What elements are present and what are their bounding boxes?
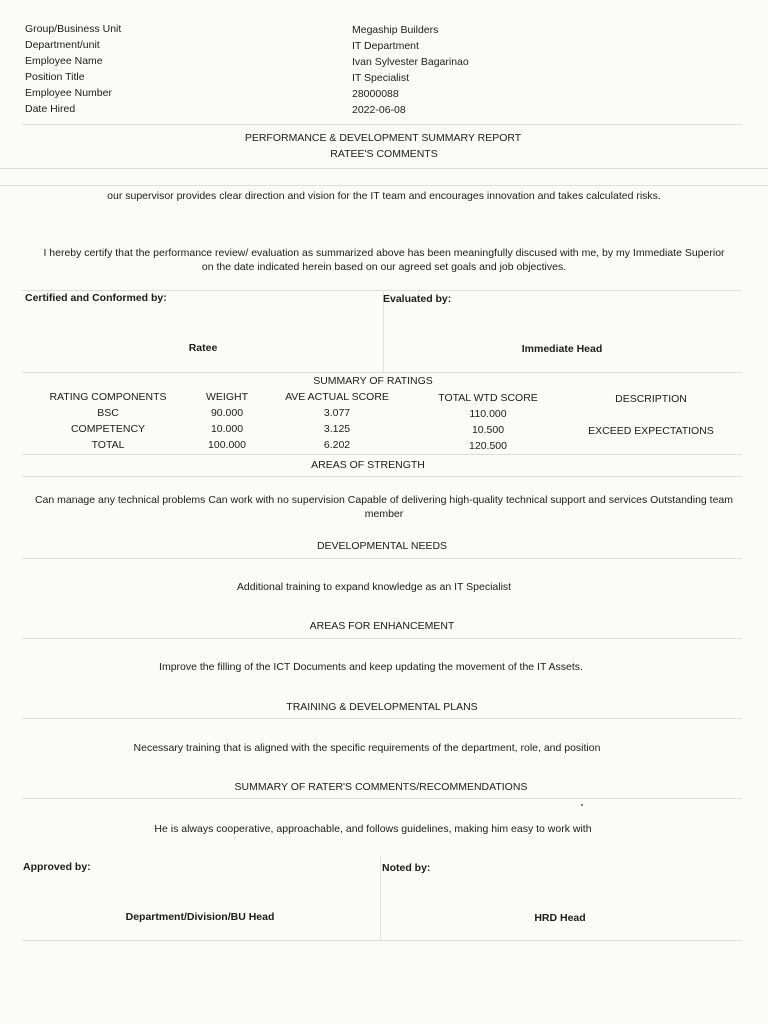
row-total: 10.500 bbox=[471, 424, 505, 436]
rule bbox=[22, 718, 742, 719]
row-ave: 3.125 bbox=[323, 423, 351, 435]
row-component: BSC bbox=[97, 407, 119, 419]
field-value: Megaship Builders bbox=[352, 24, 439, 36]
row-weight: 90.000 bbox=[210, 407, 244, 419]
row-total: 120.500 bbox=[469, 440, 507, 452]
field-label: Department/unit bbox=[25, 39, 100, 51]
enhancement-heading: AREAS FOR ENHANCEMENT bbox=[309, 620, 455, 632]
ratee-comment: our supervisor provides clear direction and vision for the IT team and encourages innovation and takes calculated risks. bbox=[107, 190, 661, 202]
rule bbox=[22, 454, 742, 455]
ratings-heading: SUMMARY OF RATINGS bbox=[313, 375, 433, 387]
row-weight: 10.000 bbox=[210, 423, 244, 435]
training-text: Necessary training that is aligned with the specific requirements of the department, role, and position bbox=[133, 742, 601, 754]
field-label: Position Title bbox=[25, 71, 85, 83]
field-value: IT Department bbox=[352, 40, 419, 52]
row-component: TOTAL bbox=[91, 439, 125, 451]
field-label: Group/Business Unit bbox=[25, 23, 122, 35]
approved-label: Approved by: bbox=[23, 861, 91, 873]
field-value: Ivan Sylvester Bagarinao bbox=[352, 56, 469, 68]
speck bbox=[581, 804, 583, 806]
header-weight: WEIGHT bbox=[206, 391, 248, 403]
header-description: DESCRIPTION bbox=[615, 393, 687, 405]
needs-text: Additional training to expand knowledge as an IT Specialist bbox=[236, 581, 512, 593]
header-total-score: TOTAL WTD SCORE bbox=[438, 392, 538, 404]
rule bbox=[22, 476, 742, 477]
field-value: 28000088 bbox=[352, 88, 399, 100]
rule bbox=[22, 638, 742, 639]
row-weight: 100.000 bbox=[208, 439, 246, 451]
header-ave-score: AVE ACTUAL SCORE bbox=[285, 391, 389, 403]
rating-description: EXCEED EXPECTATIONS bbox=[588, 425, 714, 437]
row-total: 110.000 bbox=[469, 408, 507, 420]
row-ave: 6.202 bbox=[323, 439, 351, 451]
noted-label: Noted by: bbox=[382, 862, 431, 874]
rule bbox=[22, 798, 742, 799]
field-value: IT Specialist bbox=[352, 72, 409, 84]
rule bbox=[22, 372, 742, 373]
rule bbox=[0, 168, 768, 169]
rater-heading: SUMMARY OF RATER'S COMMENTS/RECOMMENDATIONS bbox=[234, 781, 528, 793]
rater-text: He is always cooperative, approachable, and follows guidelines, making him easy to work with bbox=[154, 823, 592, 835]
rule bbox=[22, 558, 742, 559]
header-components: RATING COMPONENTS bbox=[49, 391, 167, 403]
row-component: COMPETENCY bbox=[70, 423, 146, 435]
field-label: Employee Number bbox=[25, 87, 112, 99]
divider bbox=[380, 856, 381, 940]
certified-label: Certified and Conformed by: bbox=[25, 292, 167, 304]
dept-head-signature-label: Department/Division/BU Head bbox=[125, 911, 275, 923]
report-title: PERFORMANCE & DEVELOPMENT SUMMARY REPORT bbox=[244, 132, 522, 144]
rule bbox=[22, 940, 742, 941]
field-value: 2022-06-08 bbox=[352, 104, 406, 116]
ratee-signature-label: Ratee bbox=[188, 342, 218, 354]
hrd-head-signature-label: HRD Head bbox=[534, 912, 586, 924]
field-label: Date Hired bbox=[25, 103, 76, 115]
rule bbox=[22, 290, 742, 291]
field-label: Employee Name bbox=[25, 55, 103, 67]
rule bbox=[0, 185, 768, 186]
evaluated-label: Evaluated by: bbox=[383, 293, 452, 305]
needs-heading: DEVELOPMENTAL NEEDS bbox=[316, 540, 448, 552]
enhancement-text: Improve the filling of the ICT Documents and keep updating the movement of the IT Assets. bbox=[159, 661, 583, 673]
immediate-head-signature-label: Immediate Head bbox=[521, 343, 603, 355]
row-ave: 3.077 bbox=[323, 407, 351, 419]
certification-text: I hereby certify that the performance review/ evaluation as summarized above has been meaningfully discused with me, by my Immediate Superior on the date indicated herein based on our agreed set goals and job objectives. bbox=[43, 247, 725, 273]
strength-text: Can manage any technical problems Can work with no supervision Capable of delivering high-quality technical support and services Outstanding team member bbox=[34, 494, 734, 520]
training-heading: TRAINING & DEVELOPMENTAL PLANS bbox=[286, 701, 478, 713]
rule bbox=[22, 124, 742, 125]
ratee-comments-heading: RATEE'S COMMENTS bbox=[330, 148, 438, 160]
strength-heading: AREAS OF STRENGTH bbox=[311, 459, 425, 471]
